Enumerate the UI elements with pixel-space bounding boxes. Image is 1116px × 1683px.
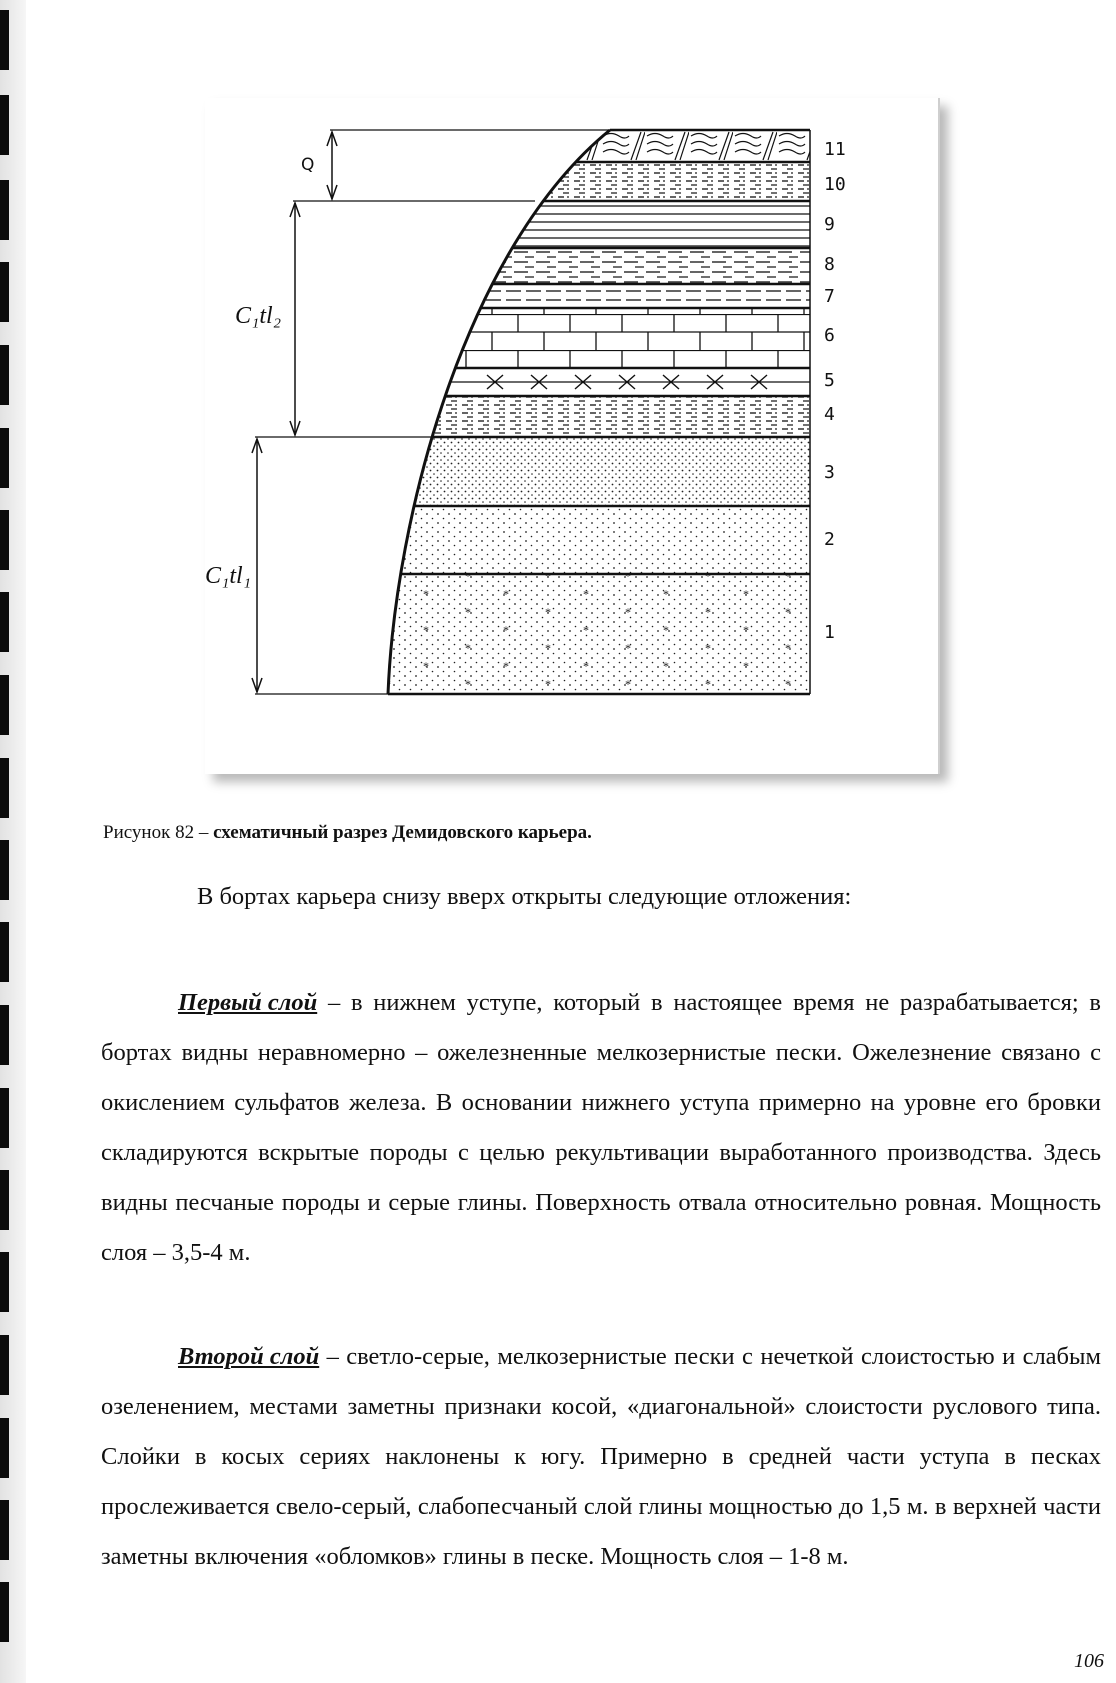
layer-1-stars: [375, 574, 815, 694]
binding-hole: [0, 758, 9, 818]
layer-number-1: 1: [824, 622, 835, 643]
layer-3-fill: [375, 437, 815, 506]
caption-prefix: Рисунок 82 –: [103, 822, 214, 843]
layer-6-fill: [375, 308, 815, 368]
layer-number-5: 5: [824, 370, 835, 391]
layer-number-6: 6: [824, 325, 835, 346]
binding-hole: [0, 1005, 9, 1065]
binding-hole: [0, 10, 9, 70]
paragraph-second-layer: [101, 1332, 1101, 1582]
thickness-arrows: [252, 132, 337, 692]
binding-hole: [0, 592, 9, 652]
binding-hole: [0, 262, 9, 322]
layer-number-3: 3: [824, 462, 835, 483]
binding-hole: [0, 1582, 9, 1642]
quarry-section-diagram: [205, 98, 938, 774]
binding-hole: [0, 1418, 9, 1478]
layer-10-fill: [375, 162, 815, 201]
binding-hole: [0, 510, 9, 570]
layer-number-10: 10: [824, 174, 846, 195]
paragraph-lead: Первый слой: [178, 989, 318, 1016]
layer-number-2: 2: [824, 529, 835, 550]
intro-sentence: В бортах карьера снизу вверх открыты следующие отложения:: [197, 883, 852, 910]
layer-4-fill: [375, 396, 815, 437]
binding-hole: [0, 1252, 9, 1312]
layer-number-labels: [824, 139, 846, 643]
unit-label-q: Q: [301, 155, 315, 175]
layer-9-fill: [375, 201, 815, 248]
layer-number-8: 8: [824, 254, 835, 275]
paragraph-text: – в нижнем уступе, который в настоящее время не разрабатывается; в бортах видны неравномерно – ожелезненные мелкозернистые пески. Ожелезнение связано с окислением сульфатов железа. В основании нижнего уступа примерно на уровне его бровки складируются вскрытые породы с целью рекультивации выработанного производства. Здесь видны песчаные породы и серые глины. Поверхность отвала относительно ровная. Мощность слоя – 3,5-4 м.: [101, 989, 1101, 1266]
layer-11-fill: [375, 130, 815, 162]
binding-hole: [0, 1088, 9, 1148]
paragraph-lead: Второй слой: [178, 1343, 320, 1370]
binding-hole: [0, 840, 9, 900]
binding-hole: [0, 1170, 9, 1230]
paragraph-first-layer: [101, 978, 1101, 1278]
layer-2-fill: [375, 506, 815, 574]
paragraph-text: – светло-серые, мелкозернистые пески с нечеткой слоистостью и слабым озеленением, местами заметны признаки косой, «диагональной» слоистости руслового типа. Слойки в косых сериях наклонены к югу. Примерно в средней части уступа в песках прослеживается свело-серый, слабопесчаный слой глины мощностью до 1,5 м. в верхней части заметны включения «обломков» глины в песке. Мощность слоя – 1-8 м.: [101, 1343, 1101, 1570]
binding-hole: [0, 345, 9, 405]
unit-label-c1tl2: C₁tl₂: [235, 303, 282, 329]
binding-hole: [0, 922, 9, 982]
layer-number-11: 11: [824, 139, 846, 160]
layer-number-4: 4: [824, 404, 835, 425]
layer-number-9: 9: [824, 214, 835, 235]
binding-hole: [0, 95, 9, 155]
caption-title: схематичный разрез Демидовского карьера.: [213, 822, 592, 843]
binding-hole: [0, 180, 9, 240]
binding-hole: [0, 675, 9, 735]
layer-7-fill: [375, 284, 815, 308]
section-figure: [205, 98, 940, 774]
binding-hole: [0, 1335, 9, 1395]
layer-8-fill: [375, 248, 815, 284]
binding-hole: [0, 428, 9, 488]
page-number: 106: [1074, 1650, 1104, 1672]
binding-hole: [0, 1500, 9, 1560]
layer-number-7: 7: [824, 286, 835, 307]
unit-label-c1tl1: C₁tl₁: [205, 563, 252, 589]
figure-caption: [103, 822, 592, 844]
